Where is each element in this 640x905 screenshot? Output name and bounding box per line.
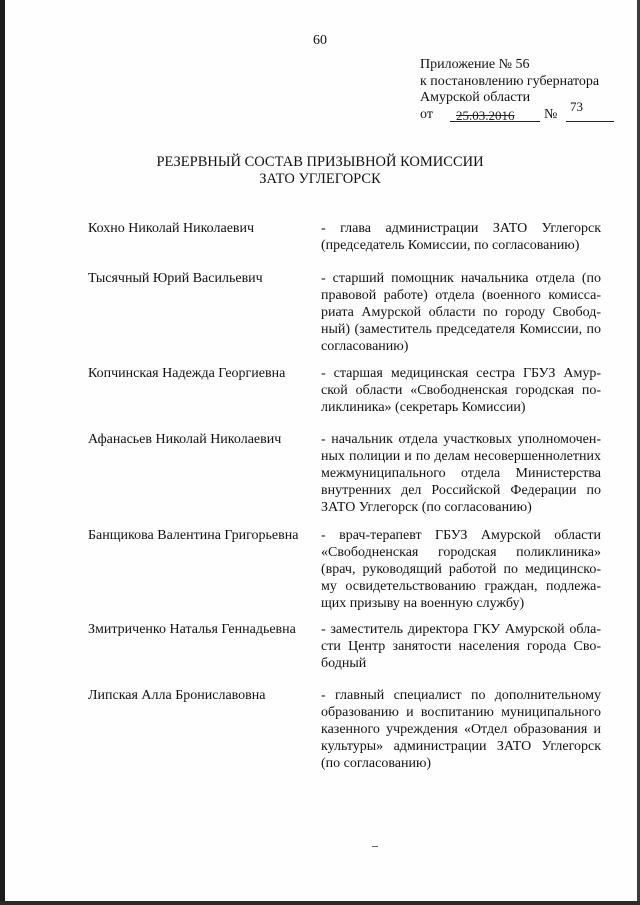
member-desc-line: щих призыву на военную службу): [321, 596, 525, 611]
date-prefix: от: [420, 106, 433, 122]
member-desc-line: - начальник отдела участковых уполномочен-: [321, 432, 601, 447]
member-desc-line: бодный: [321, 656, 367, 671]
member-name: Афанасьев Николай Николаевич: [88, 432, 282, 447]
title-line-2: ЗАТО УГЛЕГОРСК: [259, 171, 381, 187]
member-description: [321, 527, 601, 612]
member-desc-line: (врач, руководящий работой по медицинско-: [321, 562, 601, 577]
member-desc-line: - старшая медицинская сестра ГБУЗ Амур-: [321, 366, 601, 381]
member-name: Кохно Николай Николаевич: [88, 221, 255, 236]
member-description: [321, 220, 601, 254]
member-desc-line: внутренних дел Российской Федерации по: [321, 483, 601, 498]
appendix-line-3: Амурской области: [420, 90, 531, 105]
page-number: 60: [313, 33, 327, 48]
member-desc-line: - заместитель директора ГКУ Амурской обла-: [321, 622, 601, 637]
member-description: [321, 687, 601, 772]
member-desc-line: «Свободненская городская поликлиника»: [321, 545, 601, 560]
appendix-date: 25.03.2016: [456, 107, 515, 123]
member-name: Банщикова Валентина Григорьевна: [88, 528, 299, 543]
member-desc-line: ных полиции и по делам несовершеннолетних: [321, 449, 601, 464]
footer-mark: [372, 846, 378, 847]
member-desc-line: - главный специалист по дополнительному: [321, 688, 601, 703]
member-desc-line: образованию и воспитанию муниципального: [321, 705, 601, 720]
member-desc-line: правовой работе) отдела (военного комисса-: [321, 288, 601, 303]
member-desc-line: (председатель Комиссии, по согласованию): [321, 238, 580, 253]
member-desc-line: - старший помощник начальника отдела (по: [321, 271, 601, 286]
document-title: [0, 154, 640, 188]
appendix-number: 73: [570, 98, 583, 114]
number-sign: №: [544, 106, 558, 122]
appendix-block: [420, 57, 620, 125]
appendix-date-line: [420, 98, 620, 125]
member-desc-line: ЗАТО Углегорск (по согласованию): [321, 500, 532, 515]
member-desc-line: му освидетельствованию граждан, подлежа-: [321, 579, 601, 594]
member-desc-line: межмуниципального отдела Министерства: [321, 466, 601, 481]
member-name: Липская Алла Брониславовна: [88, 688, 266, 703]
number-underline: [566, 121, 614, 122]
title-line-1: РЕЗЕРВНЫЙ СОСТАВ ПРИЗЫВНОЙ КОМИССИИ: [156, 154, 484, 170]
member-description: [321, 270, 601, 355]
appendix-line-2: к постановлению губернатора: [420, 73, 600, 89]
member-desc-line: (по согласованию): [321, 756, 432, 771]
member-desc-line: ликлиника» (секретарь Комиссии): [321, 400, 526, 415]
member-desc-line: культуры» администрации ЗАТО Углегорск: [321, 739, 601, 754]
member-desc-line: - глава администрации ЗАТО Углегорск: [321, 221, 601, 236]
member-desc-line: казенного учреждения «Отдел образования и: [321, 722, 601, 737]
member-desc-line: риата Амурской области по городу Свобод-: [321, 305, 601, 320]
member-description: [321, 365, 601, 416]
scan-edge-bottom: [0, 901, 640, 905]
member-desc-line: ный) (заместитель председателя Комиссии, по: [321, 322, 601, 337]
member-desc-line: согласованию): [321, 339, 409, 354]
member-desc-line: - врач-терапевт ГБУЗ Амурской области: [321, 528, 601, 543]
member-desc-line: сти Центр занятости населения города Сво-: [321, 639, 601, 654]
member-name: Тысячный Юрий Васильевич: [88, 271, 263, 286]
member-description: [321, 621, 601, 672]
member-description: [321, 431, 601, 516]
member-desc-line: ской области «Свободненская городская по-: [321, 383, 601, 398]
member-name: Змитриченко Наталья Геннадьевна: [88, 622, 296, 637]
appendix-line-1: Приложение № 56: [420, 57, 530, 72]
scan-edge-left: [0, 0, 5, 905]
member-name: Копчинская Надежда Георгиевна: [88, 366, 286, 381]
